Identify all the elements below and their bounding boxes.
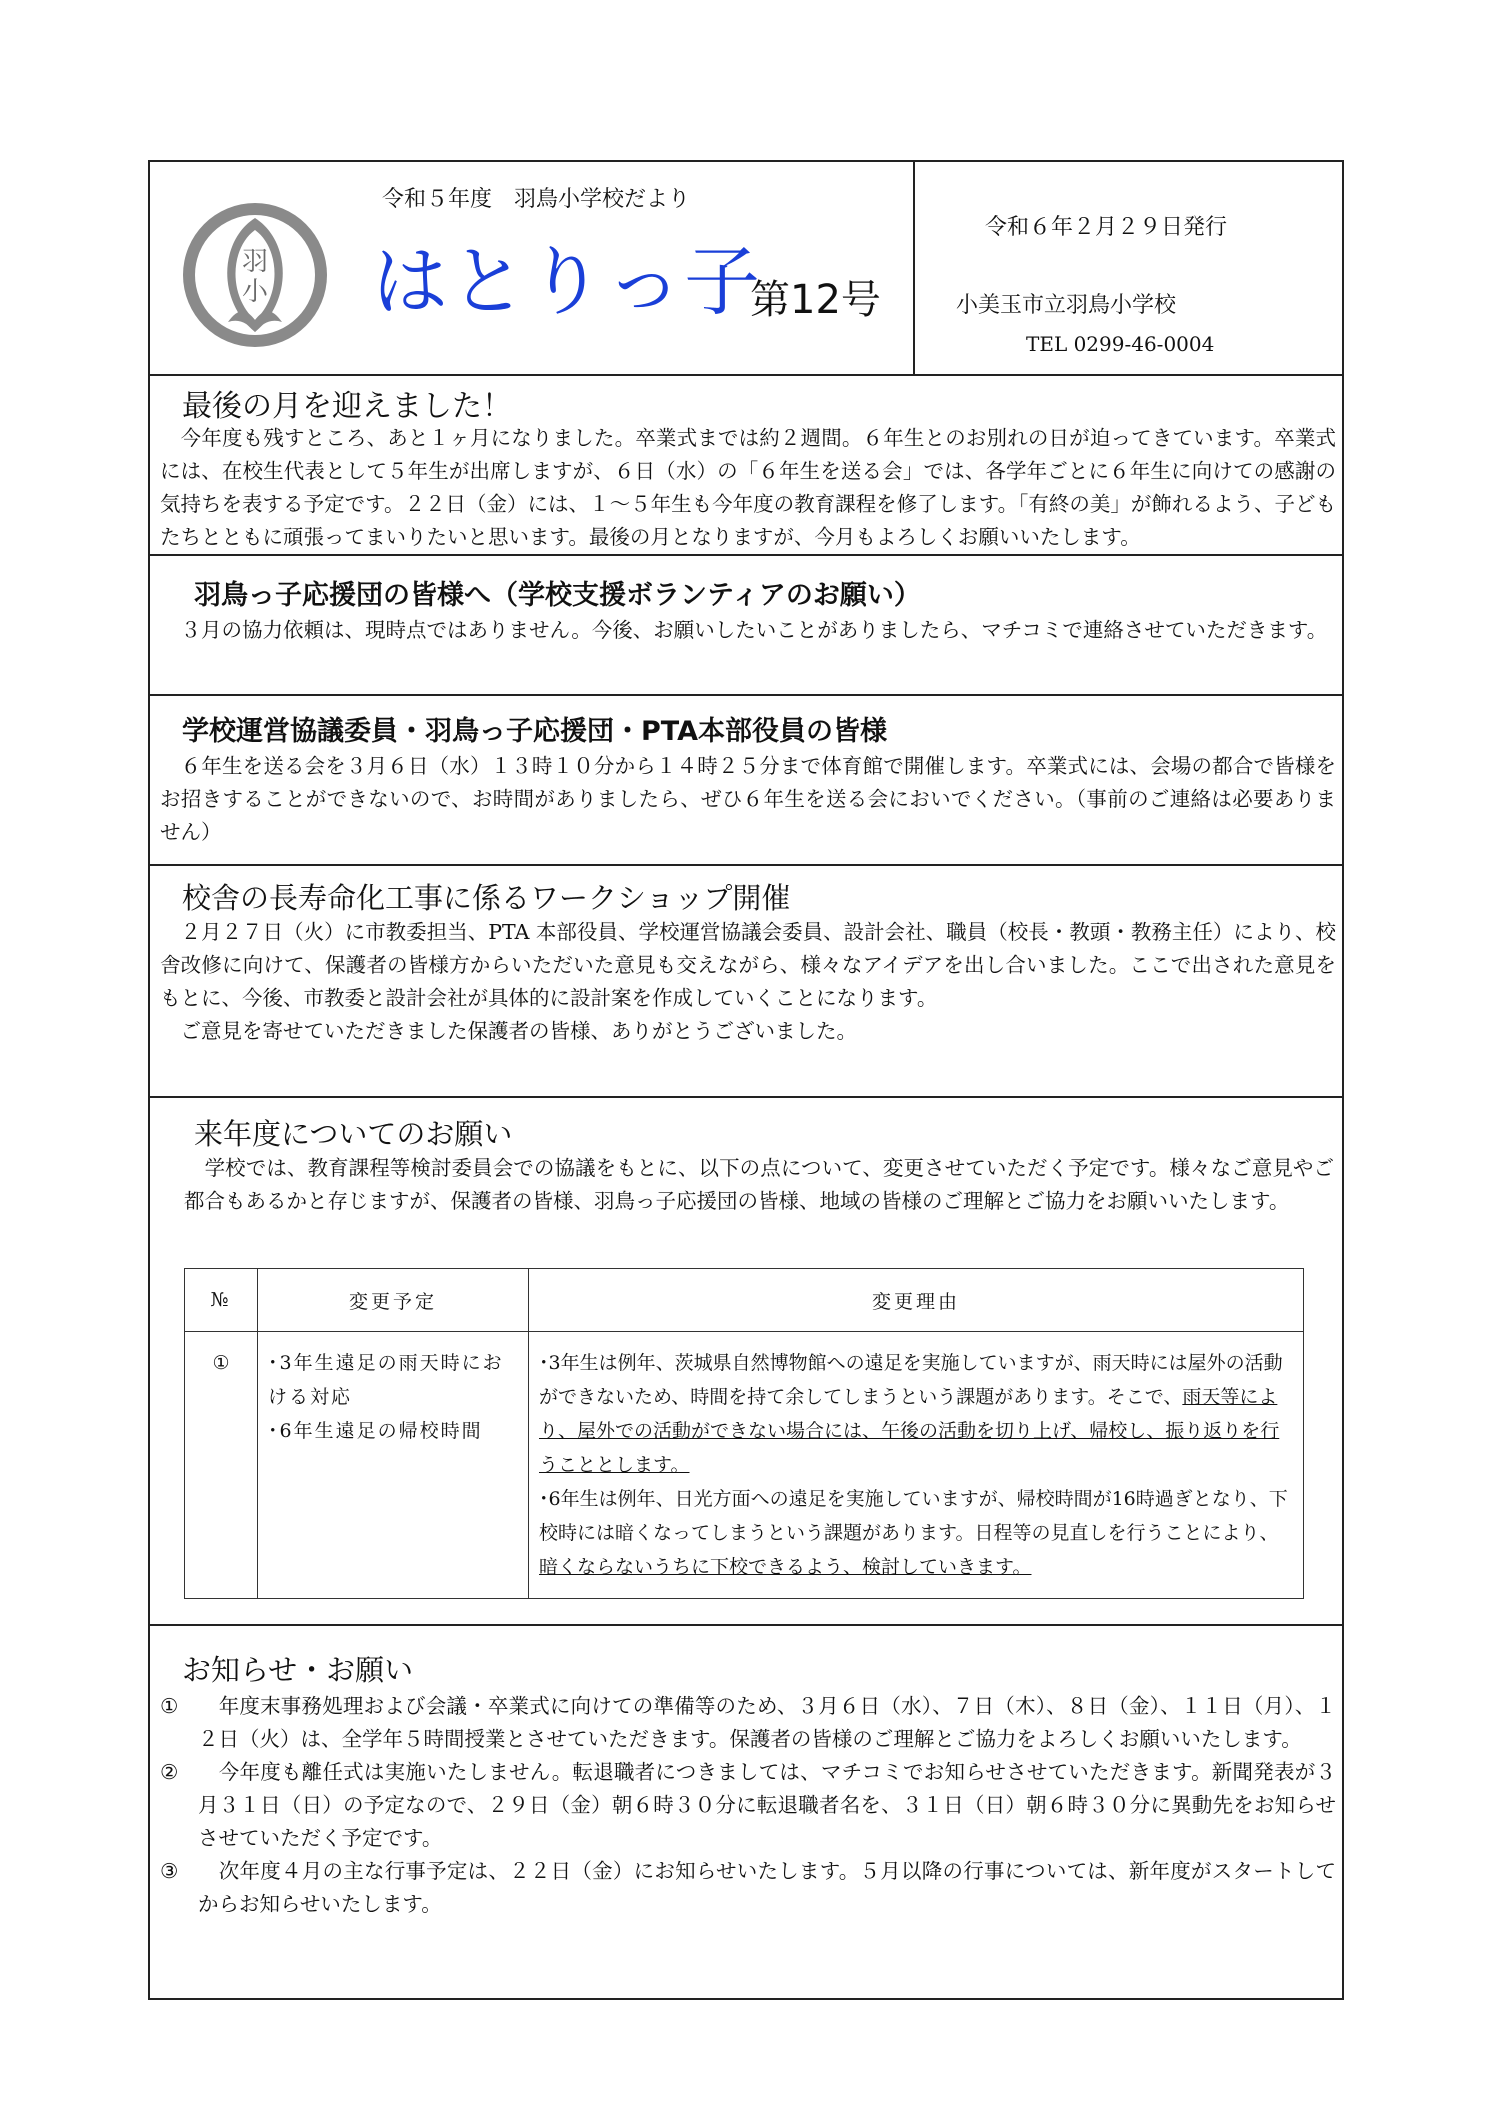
section-body: ３月の協力依頼は、現時点ではありません。今後、お願いしたいことがありましたら、マチコミで連絡させていただきます。: [160, 618, 1328, 642]
reason-item-2: [539, 1482, 1293, 1584]
section-title: 最後の月を迎えました！: [182, 389, 512, 424]
notice-number: ①: [160, 1694, 179, 1718]
newsletter-title: はとりっ子: [372, 237, 762, 326]
section-title: 校舎の長寿命化工事に係るワークショップ開催: [182, 881, 791, 915]
list-item: [160, 1855, 1336, 1921]
section-last-month: [150, 374, 1342, 556]
row-number: ①: [185, 1332, 258, 1599]
col-header-reason: 変更理由: [529, 1269, 1304, 1332]
change-table: [184, 1268, 1304, 1599]
list-item: [160, 1690, 1336, 1756]
section-next-year: [150, 1098, 1342, 1626]
section-body: ６年生を送る会を３月６日（水）１３時１０分から１４時２５分まで体育館で開催します。卒業式には、会場の都合で皆様をお招きすることができないので、お時間がありましたら、ぜひ６年生を送る会においでください。（事前のご連絡は必要ありません）: [160, 754, 1336, 844]
school-emblem-icon: [180, 200, 330, 350]
newsletter-header: [150, 162, 1342, 376]
header-divider: [913, 162, 915, 374]
col-header-no: №: [185, 1269, 258, 1332]
reason-1-underlined: 雨天等により、屋外での活動ができない場合には、午後の活動を切り上げ、帰校し、振り返りを行うこととします。: [539, 1386, 1280, 1476]
reason-2-text: ･6年生は例年、日光方面への遠足を実施していますが、帰校時間が16時過ぎとなり、下校時には暗くなってしまうという課題があります。日程等の見直しを行うことにより、: [539, 1488, 1288, 1544]
table-header-row: [185, 1269, 1304, 1332]
row-plan: [258, 1332, 529, 1599]
school-name: 小美玉市立羽鳥小学校: [956, 293, 1177, 318]
newsletter-sheet: [148, 160, 1344, 2000]
plan-item-2: ･6年生遠足の帰校時間: [268, 1420, 483, 1442]
emblem-char-top: 羽: [241, 247, 269, 277]
notice-text: 次年度４月の主な行事予定は、２２日（金）にお知らせいたします。５月以降の行事については、新年度がスタートしてからお知らせいたします。: [198, 1859, 1336, 1916]
section-committee: [150, 696, 1342, 866]
section-title: 学校運営協議委員・羽鳥っ子応援団・PTA本部役員の皆様: [182, 716, 888, 747]
reason-item-1: [539, 1346, 1293, 1482]
section-supporters: [150, 556, 1342, 696]
col-header-plan: 変更予定: [258, 1269, 529, 1332]
issue-number: 第12号: [750, 277, 881, 323]
plan-item-1: ･3年生遠足の雨天時における対応: [268, 1352, 504, 1408]
emblem-char-bottom: 小: [241, 277, 269, 307]
section-title: 来年度についてのお願い: [194, 1117, 513, 1151]
row-reason: [529, 1332, 1304, 1599]
notice-text: 今年度も離任式は実施いたしません。転退職者につきましては、マチコミでお知らせさせていただきます。新聞発表が３月３１日（日）の予定なので、２９日（金）朝６時３０分に転退職者名を、３１日（日）朝６時３０分に異動先をお知らせさせていただく予定です。: [198, 1760, 1336, 1850]
notice-number: ③: [160, 1859, 179, 1883]
section-workshop: [150, 866, 1342, 1098]
section-body: ２月２７日（火）に市教委担当、PTA 本部役員、学校運営協議会委員、設計会社、職員（校長・教頭・教務主任）により、校舎改修に向けて、保護者の皆様方からいただいた意見も交えながら、様々なアイデアを出し合いました。ここで出された意見をもとに、今後、市教委と設計会社が具体的に設計案を作成していくことになります。 ご意見を寄せていただきました保護者の皆様、ありがとうございました。: [160, 920, 1336, 1043]
list-item: [160, 1756, 1336, 1855]
notice-list: [160, 1690, 1336, 1921]
section-notices: [150, 1626, 1342, 1998]
issue-date: 令和６年２月２９日発行: [985, 215, 1228, 240]
reason-1-text: ･3年生は例年、茨城県自然博物館への遠足を実施していますが、雨天時には屋外の活動ができないため、時間を持て余してしまうという課題があります。そこで、: [539, 1352, 1283, 1408]
newsletter-subtitle: 令和５年度 羽鳥小学校だより: [382, 187, 691, 212]
section-title: お知らせ・お願い: [182, 1653, 414, 1687]
section-body: 学校では、教育課程等検討委員会での協議をもとに、以下の点について、変更させていただく予定です。様々なご意見やご都合もあるかと存じますが、保護者の皆様、羽鳥っ子応援団の皆様、地域の皆様のご理解とご協力をお願いいたします。: [184, 1156, 1334, 1213]
reason-2-underlined: 暗くならないうちに下校できるよう、検討していきます。: [539, 1556, 1032, 1578]
table-row: [185, 1332, 1304, 1599]
section-body: 今年度も残すところ、あと１ヶ月になりました。卒業式までは約２週間。６年生とのお別れの日が迫ってきています。卒業式には、在校生代表として５年生が出席しますが、６日（水）の「６年生を送る会」では、各学年ごとに６年生に向けての感謝の気持ちを表する予定です。２２日（金）には、１～５年生も今年度の教育課程を修了します。「有終の美」が飾れるよう、子どもたちとともに頑張ってまいりたいと思います。最後の月となりますが、今月もよろしくお願いいたします。: [160, 426, 1336, 549]
section-title: 羽鳥っ子応援団の皆様へ（学校支援ボランティアのお願い）: [194, 580, 921, 611]
notice-number: ②: [160, 1760, 179, 1784]
notice-text: 年度末事務処理および会議・卒業式に向けての準備等のため、３月６日（水）、７日（木）、８日（金）、１１日（月）、１２日（火）は、全学年５時間授業とさせていただきます。保護者の皆様のご理解とご協力をよろしくお願いいたします。: [198, 1694, 1336, 1751]
school-phone: TEL 0299-46-0004: [1026, 332, 1215, 356]
